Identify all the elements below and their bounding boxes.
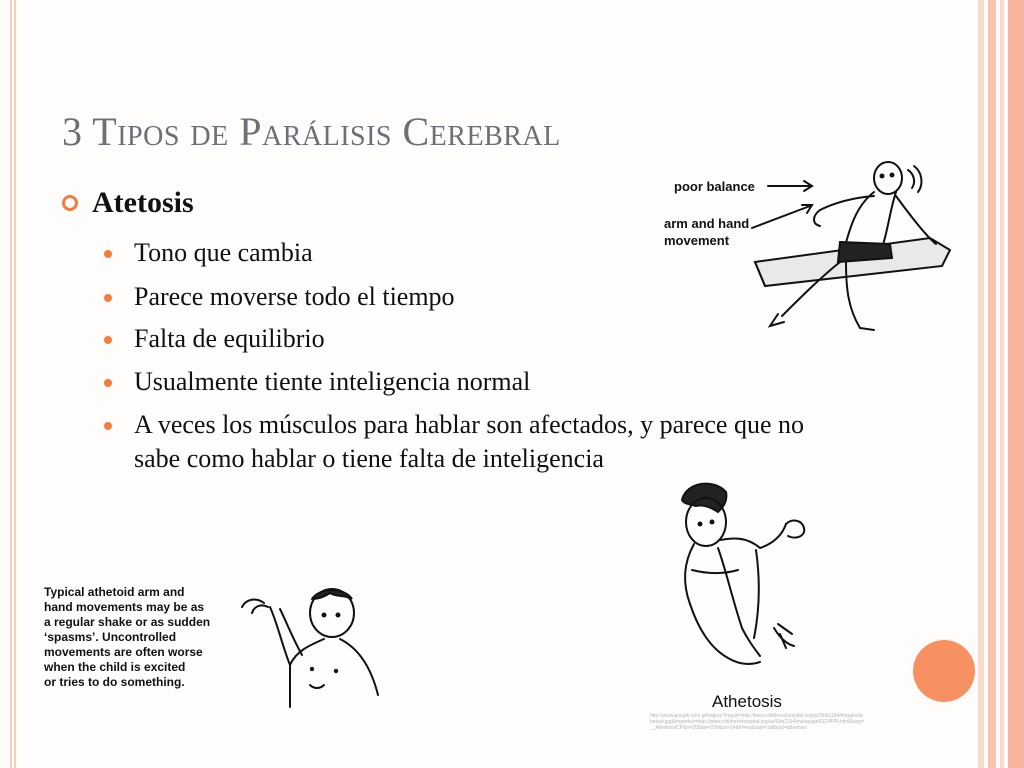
bullet-dot-icon bbox=[104, 422, 112, 430]
boy-athetosis-drawing bbox=[668, 478, 818, 673]
list-item: Usualmente tiente inteligencia normal bbox=[104, 365, 824, 399]
child-arm-drawing bbox=[240, 585, 390, 710]
heading-atetosis: Atetosis bbox=[92, 186, 194, 219]
illustration-athetosis bbox=[668, 478, 818, 713]
illustration-poor-balance bbox=[660, 158, 960, 338]
label-movement: movement bbox=[664, 233, 730, 248]
bullet-dot-icon bbox=[104, 294, 112, 302]
bullet-dot-icon bbox=[104, 379, 112, 387]
caption-athetoid-movements: Typical athetoid arm and hand movements may be as a regular shake or as sudden ‘spasms’. Uncontrolled movements are often worse when the child is excited or tries to do something. bbox=[44, 585, 211, 689]
list-item: Tono que cambia bbox=[104, 236, 824, 270]
label-arm-hand: arm and hand bbox=[664, 216, 750, 231]
slide-title: 3 Tipos de Parálisis Cerebral bbox=[62, 109, 561, 154]
list-item: Parece moverse todo el tiempo bbox=[104, 280, 824, 314]
decorative-orange-circle bbox=[913, 640, 975, 702]
left-border-decoration bbox=[10, 0, 16, 768]
caption-athetosis: Athetosis bbox=[712, 692, 782, 711]
illustration-arm-movements bbox=[44, 585, 384, 715]
person-on-bench-drawing bbox=[660, 158, 960, 338]
list-item: A veces los músculos para hablar son afectados, y parece que no sabe como hablar o tiene falta de inteligencia bbox=[104, 408, 824, 476]
label-poor-balance: poor balance bbox=[674, 179, 755, 194]
image-source-url: http://www.google.com.gt/imgres?imgurl=http://www.childrenshospital.org/az/Site1194/Images/athetoid.jpg&imgrefurl=http://www.childrenshospital.org/az/Site1194/mainpageS1194P0.html&usg=__AthetosisCP&h=265&w=200&sz=14&hl=es&start=1&tbnid=athetosis bbox=[650, 713, 864, 731]
bullet-dot-icon bbox=[104, 250, 112, 258]
list-item: Falta de equilibrio bbox=[104, 322, 824, 356]
ring-bullet-icon bbox=[62, 195, 78, 211]
right-stripes-decoration bbox=[974, 0, 1024, 768]
main-bullet bbox=[62, 186, 194, 220]
bullet-dot-icon bbox=[104, 336, 112, 344]
